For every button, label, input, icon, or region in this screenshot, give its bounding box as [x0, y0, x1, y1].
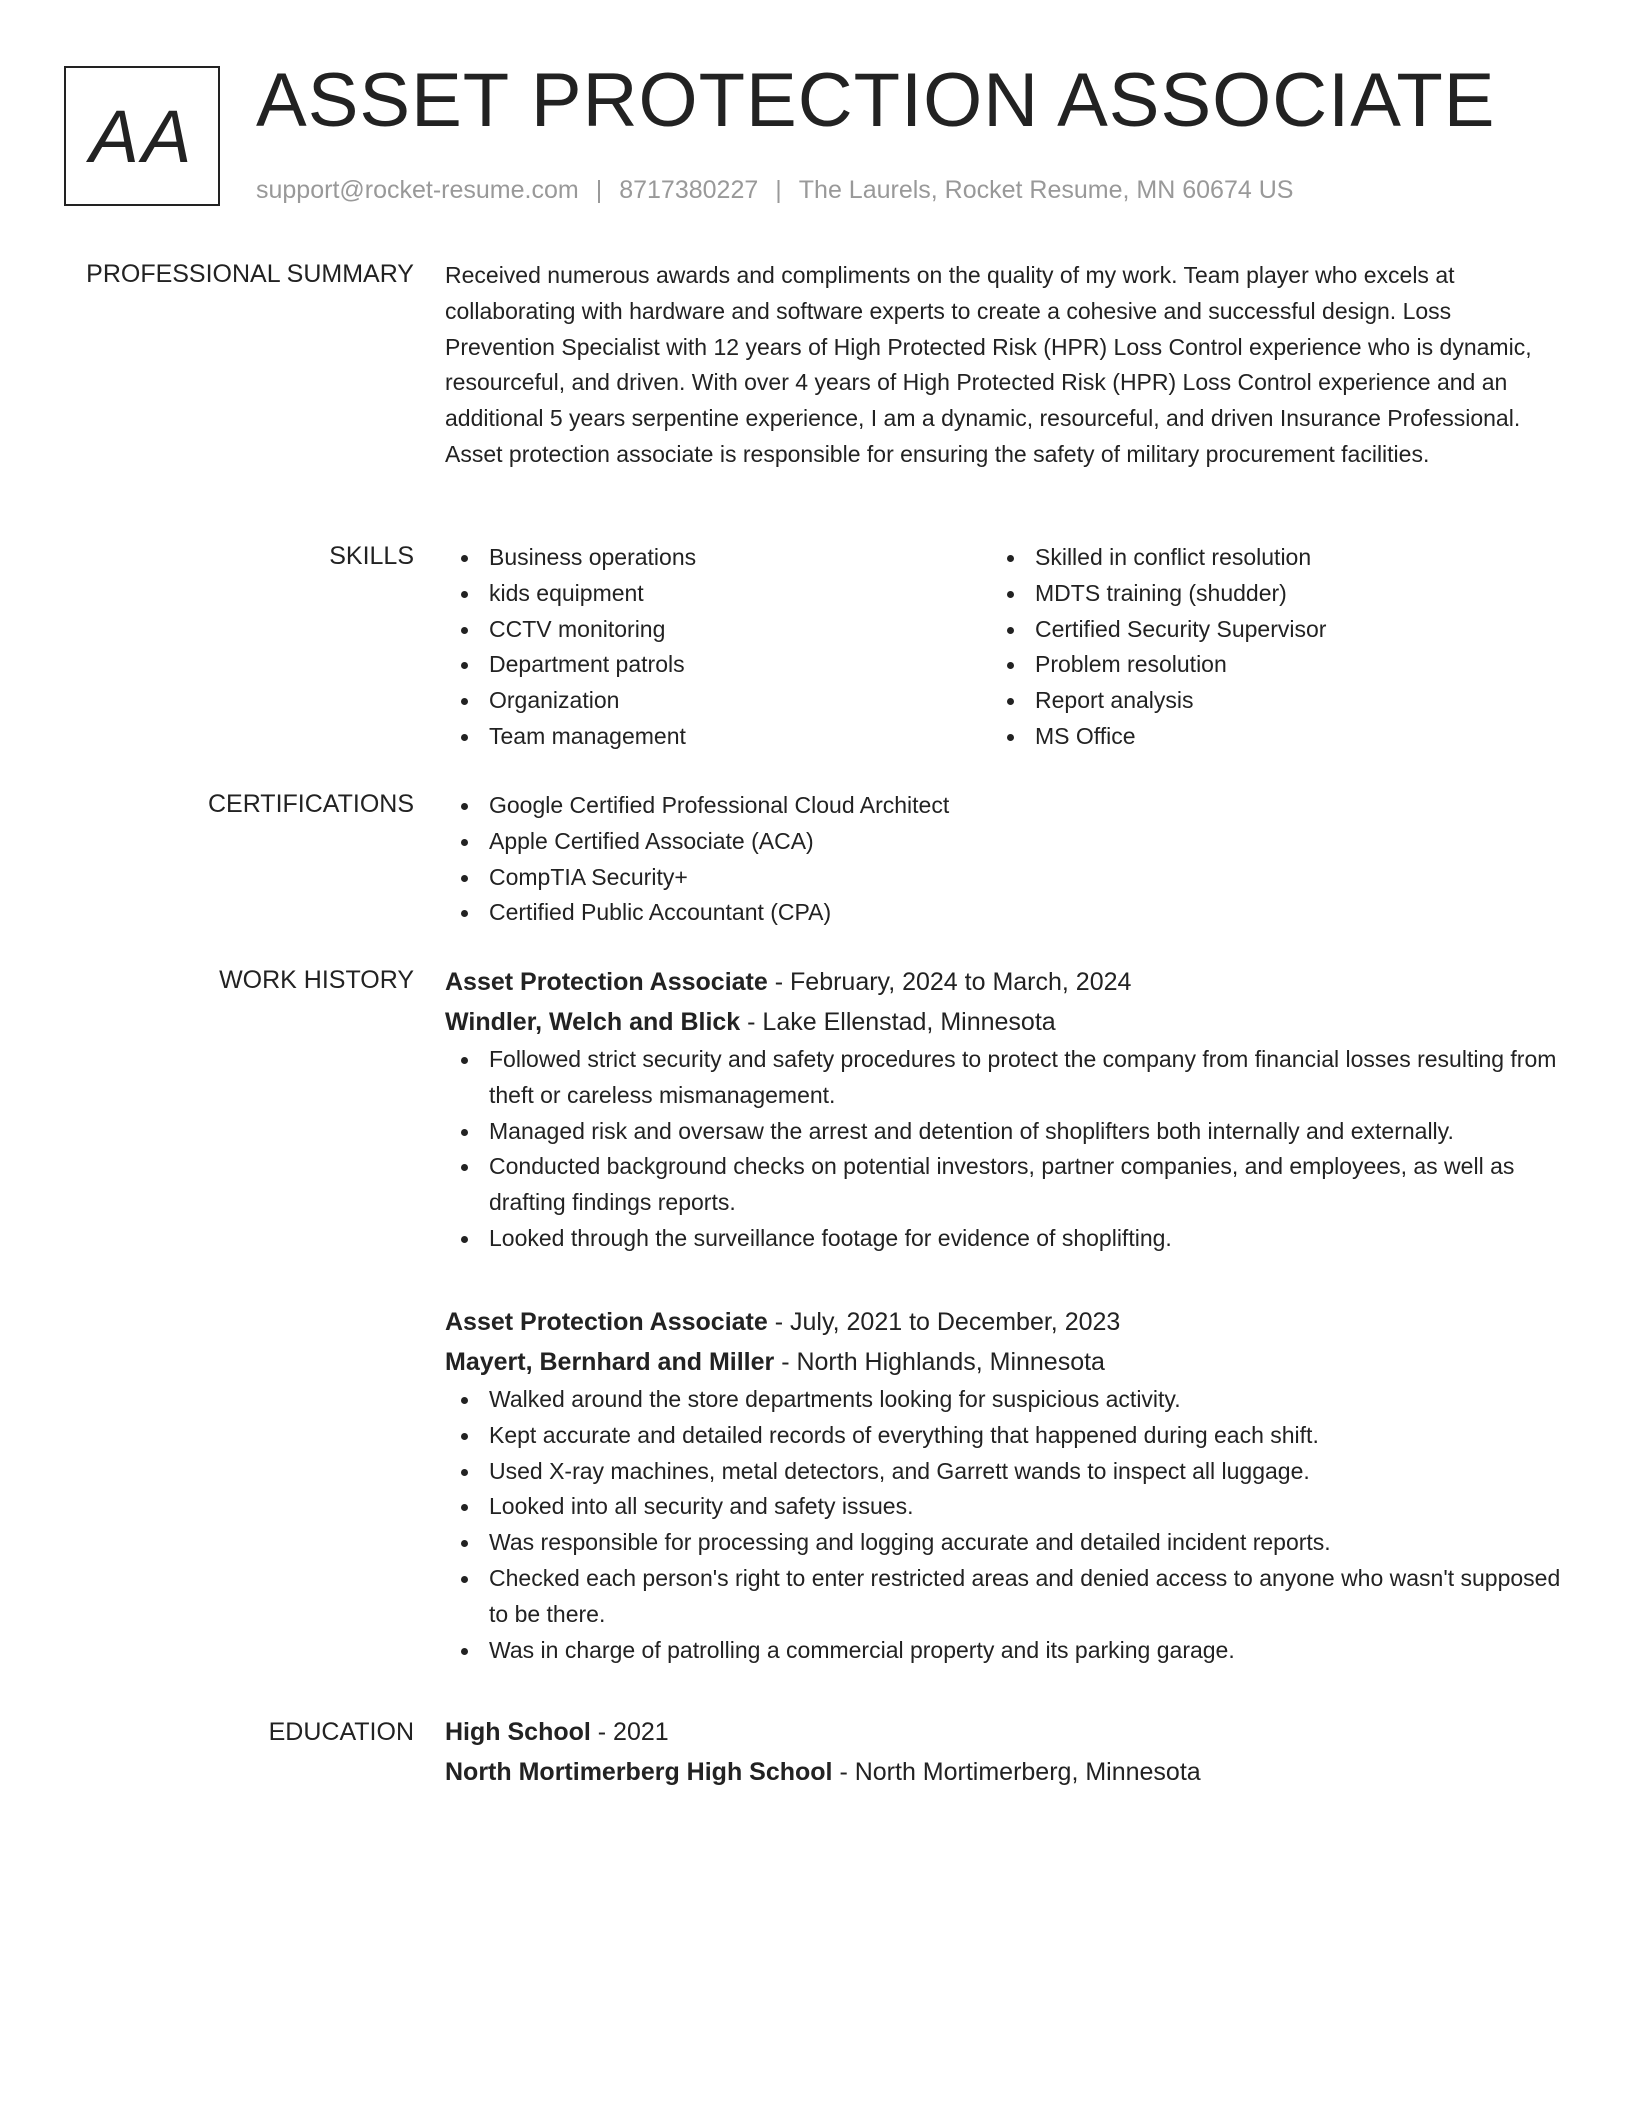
summary-text: Received numerous awards and compliments on the quality of my work. Team player who excels at collaborating with hardware and software experts to create a cohesive and successful design. Loss Prevention Specialist with 12 years of High Protected Risk (HPR) Loss Control experience who is dynamic, resourceful, and driven. With over 4 years of High Protected Risk (HPR) Loss Control experience and an additional 5 years serpentine experience, I am a dynamic, resourceful, and driven Insurance Professional. Asset protection associate is responsible for ensuring the safety of military procurement facilities. [445, 262, 1532, 467]
contact-email: support@rocket-resume.com [256, 176, 579, 204]
skill-item: MDTS training (shudder) [991, 576, 1537, 612]
education-school: North Mortimerberg High School [445, 1758, 833, 1786]
work-history-content [445, 962, 1565, 1663]
job-location: - North Highlands, Minnesota [774, 1348, 1105, 1376]
skill-item: Skilled in conflict resolution [991, 540, 1537, 576]
page-title: ASSET PROTECTION ASSOCIATE [256, 58, 1496, 143]
job-duty: Looked through the surveillance footage for evidence of shoplifting. [445, 1221, 1565, 1257]
skill-item: Certified Security Supervisor [991, 612, 1537, 648]
skills-content [445, 540, 1565, 755]
education-school-line [445, 1752, 1565, 1792]
skill-item: Department patrols [445, 647, 991, 683]
section-label-skills: SKILLS [329, 542, 414, 570]
section-label-education: EDUCATION [268, 1718, 414, 1746]
job-location: - Lake Ellenstad, Minnesota [740, 1008, 1056, 1036]
contact-separator: | [595, 176, 603, 204]
job-entry [445, 962, 1565, 1257]
education-year: - 2021 [590, 1718, 669, 1746]
job-dates: - February, 2024 to March, 2024 [767, 968, 1132, 996]
job-entry [445, 1302, 1565, 1668]
education-location: - North Mortimerberg, Minnesota [832, 1758, 1201, 1786]
section-label-certifications: CERTIFICATIONS [207, 790, 414, 818]
certifications-list [445, 788, 1565, 931]
job-duty: Kept accurate and detailed records of everything that happened during each shift. [445, 1418, 1565, 1454]
skill-item: kids equipment [445, 576, 991, 612]
job-dates: - July, 2021 to December, 2023 [767, 1308, 1121, 1336]
job-title-line [445, 1302, 1565, 1342]
education-degree-line [445, 1712, 1565, 1752]
education-degree: High School [445, 1718, 591, 1746]
contact-address: The Laurels, Rocket Resume, MN 60674 US [798, 176, 1294, 204]
job-title: Asset Protection Associate [445, 1308, 768, 1336]
skill-item: Business operations [445, 540, 991, 576]
job-duty: Conducted background checks on potential investors, partner companies, and employees, as well as drafting findings reports. [445, 1149, 1565, 1221]
skill-item: MS Office [991, 719, 1537, 755]
monogram-logo [64, 66, 220, 206]
certifications-content [445, 788, 1565, 931]
contact-separator: | [775, 176, 782, 204]
skill-item: Organization [445, 683, 991, 719]
contact-line [256, 172, 1293, 208]
job-duty: Followed strict security and safety procedures to protect the company from financial losses resulting from theft or careless mismanagement. [445, 1042, 1565, 1114]
summary-content [445, 258, 1565, 473]
contact-phone: 8717380227 [619, 176, 759, 204]
certification-item: Google Certified Professional Cloud Architect [445, 788, 1565, 824]
job-company-line [445, 1002, 1565, 1042]
job-company-line [445, 1342, 1565, 1382]
job-duty: Was in charge of patrolling a commercial property and its parking garage. [445, 1633, 1565, 1669]
skills-list-right [991, 540, 1537, 755]
section-label-summary: PROFESSIONAL SUMMARY [86, 260, 414, 288]
job-duty: Managed risk and oversaw the arrest and detention of shoplifters both internally and externally. [445, 1114, 1565, 1150]
monogram-initials: AA [89, 94, 195, 178]
job-duties-list [445, 1382, 1565, 1668]
skill-item: CCTV monitoring [445, 612, 991, 648]
job-duty: Walked around the store departments looking for suspicious activity. [445, 1382, 1565, 1418]
skills-list-left [445, 540, 991, 755]
certification-item: CompTIA Security+ [445, 860, 1565, 896]
job-duty: Looked into all security and safety issues. [445, 1489, 1565, 1525]
skill-item: Team management [445, 719, 991, 755]
job-duties-list [445, 1042, 1565, 1257]
job-company: Windler, Welch and Blick [445, 1008, 741, 1036]
skill-item: Report analysis [991, 683, 1537, 719]
job-duty: Was responsible for processing and logging accurate and detailed incident reports. [445, 1525, 1565, 1561]
section-label-work-history: WORK HISTORY [219, 966, 414, 994]
job-duty: Checked each person's right to enter restricted areas and denied access to anyone who wasn't supposed to be there. [445, 1561, 1565, 1633]
skill-item: Problem resolution [991, 647, 1537, 683]
job-company: Mayert, Bernhard and Miller [445, 1348, 775, 1376]
job-duty: Used X-ray machines, metal detectors, and Garrett wands to inspect all luggage. [445, 1454, 1565, 1490]
job-title: Asset Protection Associate [445, 968, 768, 996]
certification-item: Certified Public Accountant (CPA) [445, 895, 1565, 931]
certification-item: Apple Certified Associate (ACA) [445, 824, 1565, 860]
job-title-line [445, 962, 1565, 1002]
education-content [445, 1712, 1565, 1792]
